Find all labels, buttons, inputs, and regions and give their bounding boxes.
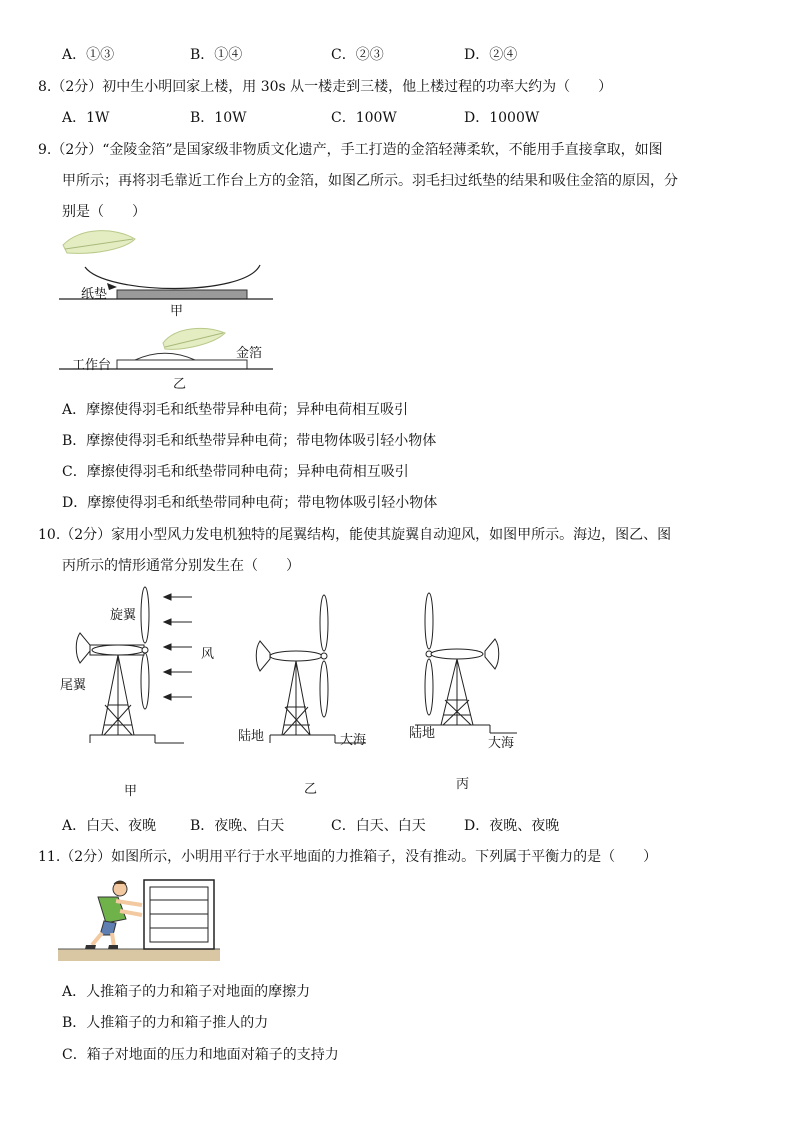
boy-figure: [85, 881, 142, 949]
q9-option-d: D．摩擦使得羽毛和纸垫带同种电荷；带电物体吸引轻小物体: [62, 495, 438, 511]
land-label-bing: 陆地: [409, 726, 436, 741]
q8-option-b: B．10W: [190, 110, 247, 126]
land-label-yi: 陆地: [238, 729, 265, 744]
q7-option-d: D．②④: [464, 47, 518, 63]
turbine-figure-jia: [60, 585, 240, 760]
q9-option-c: C．摩擦使得羽毛和纸垫带同种电荷；异种电荷相互吸引: [62, 464, 409, 480]
q9-stem-line3: 别是（ ）: [62, 204, 146, 220]
q8-option-c: C．100W: [331, 110, 397, 126]
fig-caption-turbine-bing: 丙: [456, 777, 470, 792]
q7-option-a: A．①③: [62, 47, 115, 63]
q11-option-c: C．箱子对地面的压力和地面对箱子的支持力: [62, 1047, 339, 1063]
q11-option-b: B．人推箱子的力和箱子推人的力: [62, 1015, 269, 1031]
q10-option-c: C．白天、白天: [331, 818, 426, 834]
q7-option-c: C．②③: [331, 47, 384, 63]
rotor-label: 旋翼: [110, 608, 137, 623]
sea-label-yi: 大海: [340, 733, 367, 748]
q9-option-a: A．摩擦使得羽毛和纸垫带异种电荷；异种电荷相互吸引: [62, 402, 409, 418]
q9-stem-line2: 甲所示；再将羽毛靠近工作台上方的金箔，如图乙所示。羽毛扫过纸垫的结果和吸住金箔的原因，分: [62, 173, 678, 189]
fig-caption-yi: 乙: [173, 377, 187, 392]
q10-stem-line2: 丙所示的情形通常分别发生在（ ）: [62, 558, 300, 574]
foil-label: 金箔: [236, 346, 263, 361]
q10-option-a: A．白天、夜晚: [62, 818, 157, 834]
fig-caption-jia: 甲: [170, 304, 184, 319]
fig-caption-turbine-yi: 乙: [304, 782, 318, 797]
q10-option-b: B．夜晚、白天: [190, 818, 285, 834]
q9-option-b: B．摩擦使得羽毛和纸垫带异种电荷；带电物体吸引轻小物体: [62, 433, 437, 449]
q9-stem-line1: 9.（2分）“金陵金箔”是国家级非物质文化遗产，手工打造的金箔轻薄柔软，不能用手直接拿取，如图: [38, 142, 663, 158]
wind-label: 风: [201, 647, 215, 662]
feather-icon: [63, 231, 135, 254]
tail-label: 尾翼: [60, 678, 87, 693]
q7-option-b: B．①④: [190, 47, 243, 63]
q11-figure-push-box: [58, 875, 223, 965]
q8-option-d: D．1000W: [464, 110, 540, 126]
q11-stem: 11.（2分）如图所示，小明用平行于水平地面的力推箱子，没有推动。下列属于平衡力的是（ ）: [38, 849, 658, 865]
fig-caption-turbine-jia: 甲: [124, 784, 138, 799]
feather-icon: [163, 328, 225, 349]
q10-option-d: D．夜晚、夜晚: [464, 818, 560, 834]
sea-label-bing: 大海: [488, 736, 515, 751]
q11-option-a: A．人推箱子的力和箱子对地面的摩擦力: [62, 984, 311, 1000]
pad-label: 纸垫: [81, 287, 108, 302]
q8-stem: 8.（2分）初中生小明回家上楼，用 30s 从一楼走到三楼，他上楼过程的功率大约为（ ）: [38, 79, 613, 95]
q8-option-a: A．1W: [62, 110, 110, 126]
wind-arrows: [164, 594, 192, 700]
bench-label: 工作台: [72, 358, 112, 373]
q10-stem-line1: 10.（2分）家用小型风力发电机独特的尾翼结构，能使其旋翼自动迎风，如图甲所示。海边，图乙、图: [38, 527, 672, 543]
